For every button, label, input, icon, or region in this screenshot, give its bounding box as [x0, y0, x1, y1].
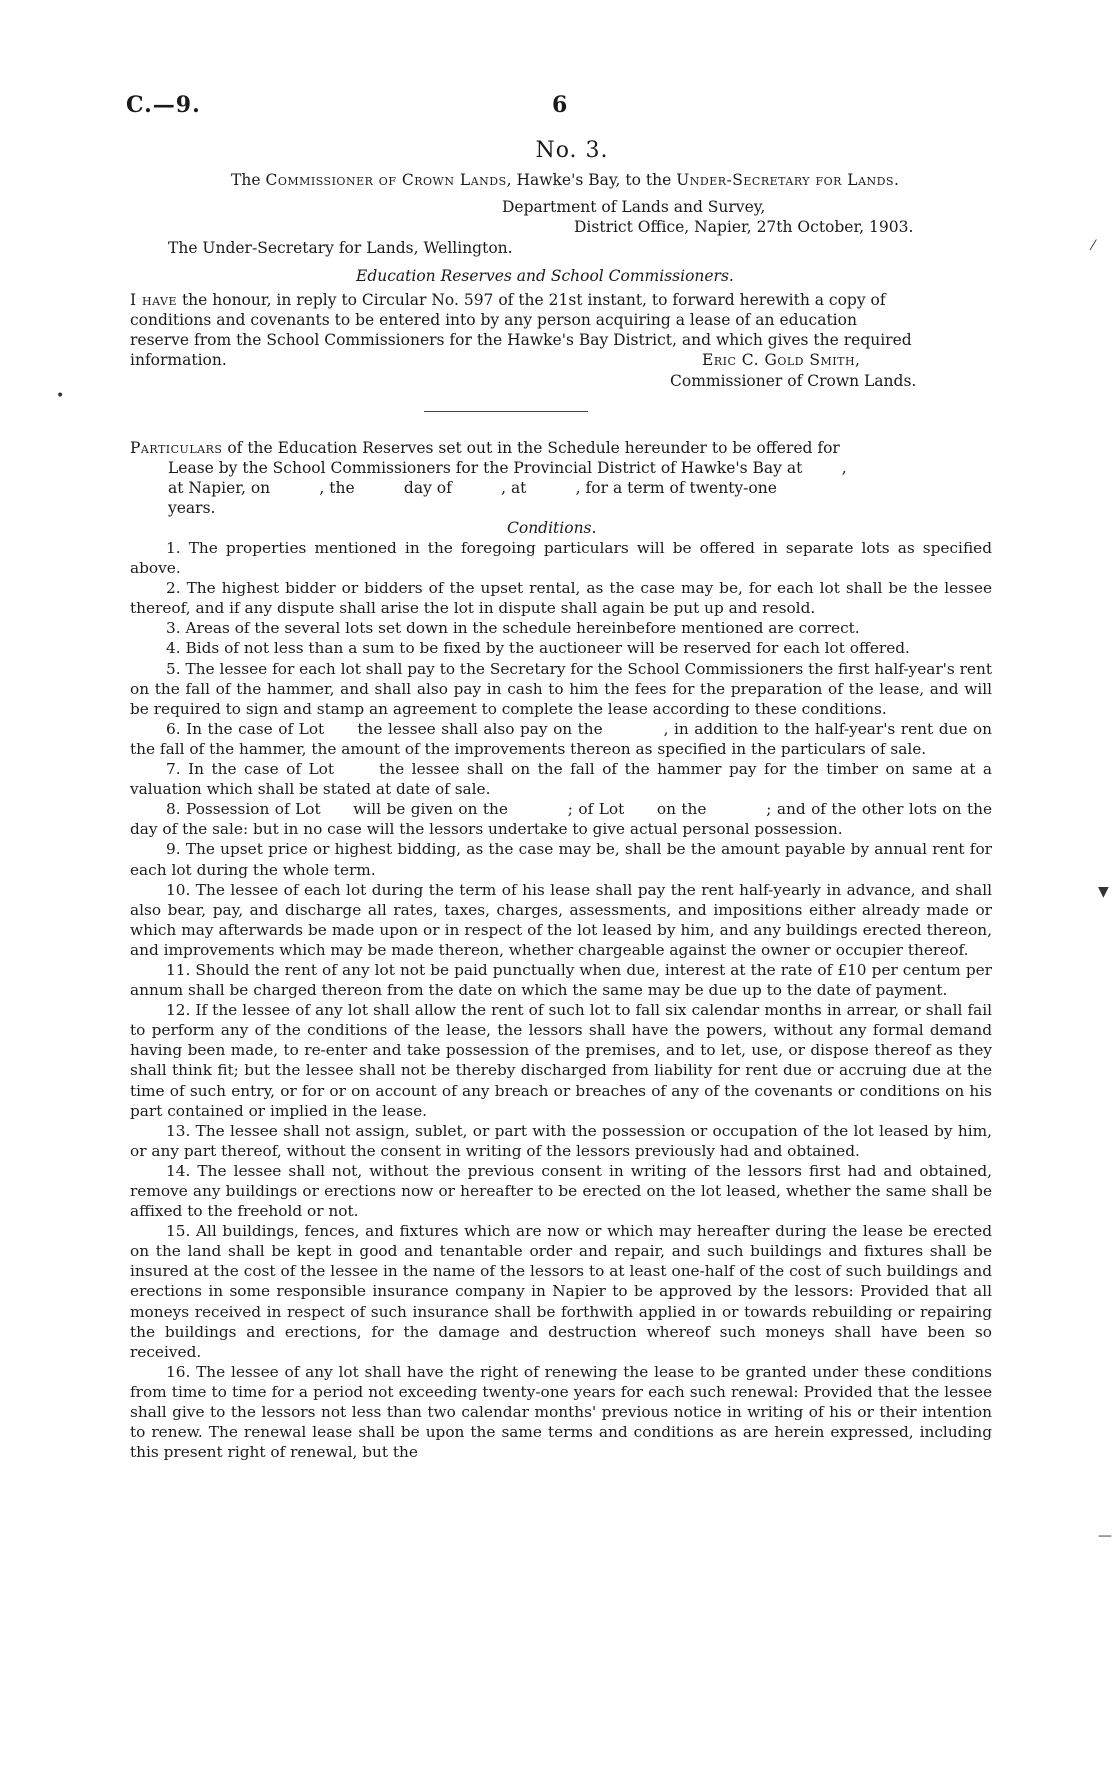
- conditions-list: [130, 538, 997, 1462]
- condition-item: 9. The upset price or highest bidding, as the case may be, shall be the amount payable by annual rent for each lot during the whole term.: [130, 840, 992, 879]
- subject-heading: Education Reserves and School Commissioners.: [356, 267, 734, 285]
- condition-item: 10. The lessee of each lot during the term of his lease shall pay the rent half-yearly in advance, and shall also bear, pay, and discharge all rates, taxes, charges, assessments, and impositions either already made or which may afterwards be made upon or in respect of the lot leased by him, and any buildings erected thereon, and improvements which may be made thereon, whether chargeable against the owner or occupier thereof.: [130, 880, 992, 959]
- letter-heading: The Commissioner of Crown Lands, Hawke's Bay, to the Under-Secretary for Lands.: [231, 171, 899, 189]
- section-number: No. 3.: [535, 138, 609, 163]
- condition-item: 3. Areas of the several lots set down in the schedule hereinbefore mentioned are correct.: [166, 619, 860, 638]
- letter-line-4: information.: [130, 351, 227, 369]
- condition-item: 5. The lessee for each lot shall pay to the Secretary for the School Commissioners the first half-year's rent on the fall of the hammer, and shall also pay in cash to him the fees for the preparation of the lease, and will be required to sign and stamp an agreement to complete the lease according to these conditions.: [130, 659, 992, 718]
- condition-item: 16. The lessee of any lot shall have the right of renewing the lease to be granted under these conditions from time to time for a period not exceeding twenty-one years for each such renewal: Provided that the lessee shall give to the lessors not less than two calendar months' previous notice in writing of his or their intention to renew. The renewal lease shall be upon the same terms and conditions as are herein expressed, including this present right of renewal, but the: [130, 1362, 992, 1462]
- condition-item: 14. The lessee shall not, without the previous consent in writing of the lessors first had and obtained, remove any buildings or erections now or hereafter to be erected on the lot leased, whether the same shall be affixed to the freehold or not.: [130, 1161, 992, 1221]
- address-line-2: District Office, Napier, 27th October, 1903.: [574, 218, 914, 236]
- scan-dash-icon: —: [1098, 1528, 1112, 1544]
- condition-item: 15. All buildings, fences, and fixtures which are now or which may hereafter during the lease be erected on the land shall be kept in good and tenantable order and repair, and such buildings and fixtures shall be insured at the cost of the lessee in the name of the lessors to at least one-half of the cost of such buildings and erections in some responsible insurance company in Napier to be approved by the lessors: Provided that all moneys received in respect of such insurance shall be forthwith applied in or towards rebuilding or repairing the buildings and erections, for the damage and destruction whereof such moneys shall have been so received.: [130, 1222, 992, 1361]
- signature-title: Commissioner of Crown Lands.: [670, 372, 917, 390]
- scan-margin-arrow-icon: ▼: [1098, 884, 1109, 900]
- condition-item: 7. In the case of Lot the lessee shall on the fall of the hammer pay for the timber on same at a valuation which shall be stated at date of sale.: [130, 760, 997, 799]
- particulars-line-4: years.: [168, 499, 216, 517]
- document-reference: C.—9.: [126, 92, 201, 118]
- letter-line-1: I have the honour, in reply to Circular No. 597 of the 21st instant, to forward herewith a copy of: [130, 291, 886, 309]
- particulars-line-1: Particulars of the Education Reserves set out in the Schedule hereunder to be offered for: [130, 439, 840, 457]
- signature-name: Eric C. Gold Smith,: [702, 351, 861, 369]
- condition-item: 4. Bids of not less than a sum to be fixed by the auctioneer will be reserved for each lot offered.: [166, 639, 910, 658]
- section-divider: [424, 411, 588, 412]
- address-line-1: Department of Lands and Survey,: [502, 198, 766, 216]
- particulars-line-3: at Napier, on , the day of , at , for a term of twenty-one: [168, 479, 777, 497]
- letter-line-2: conditions and covenants to be entered into by any person acquiring a lease of an education: [130, 311, 857, 329]
- letter-line-3: reserve from the School Commissioners for the Hawke's Bay District, and which gives the required: [130, 331, 912, 349]
- condition-item: 2. The highest bidder or bidders of the upset rental, as the case may be, for each lot shall be the lessee thereof, and if any dispute shall arise the lot in dispute shall again be put up and resold.: [130, 579, 992, 618]
- scan-margin-mark-icon: ⁄: [1092, 238, 1095, 254]
- condition-item: 13. The lessee shall not assign, sublet, or part with the possession or occupation of the lot leased by him, or any part thereof, without the consent in writing of the lessors previously had and obtained.: [130, 1121, 992, 1160]
- condition-item: 8. Possession of Lot will be given on the ; of Lot on the ; and of the other lots on the day of the sale: but in no case will the lessors undertake to give actual personal possession.: [130, 800, 997, 839]
- condition-item: 11. Should the rent of any lot not be paid punctually when due, interest at the rate of £10 per centum per annum shall be charged thereon from the date on which the same may be due up to the date of payment.: [130, 960, 992, 1000]
- condition-item: 6. In the case of Lot the lessee shall also pay on the , in addition to the half-year's rent due on the fall of the hammer, the amount of the improvements thereon as specified in the particulars of sale.: [130, 719, 997, 758]
- condition-item: 1. The properties mentioned in the foregoing particulars will be offered in separate lots as specified above.: [130, 539, 992, 578]
- recipient: The Under-Secretary for Lands, Wellington.: [168, 239, 513, 257]
- conditions-heading: Conditions.: [507, 519, 597, 537]
- condition-item: 12. If the lessee of any lot shall allow the rent of such lot to fall six calendar months in arrear, or shall fail to perform any of the conditions of the lease, the lessors shall have the powers, without any formal demand having been made, to re-enter and take possession of the premises, and to let, use, or dispose thereof as they shall think fit; but the lessee shall not be thereby discharged from liability for rent due or accruing due at the time of such entry, or for or on account of any breach or breaches of any of the covenants or conditions on his part contained or implied in the lease.: [130, 1001, 992, 1120]
- particulars-line-2: Lease by the School Commissioners for the Provincial District of Hawke's Bay at ,: [168, 459, 847, 477]
- page-number: 6: [552, 92, 568, 118]
- scan-dot-icon: •: [56, 388, 65, 404]
